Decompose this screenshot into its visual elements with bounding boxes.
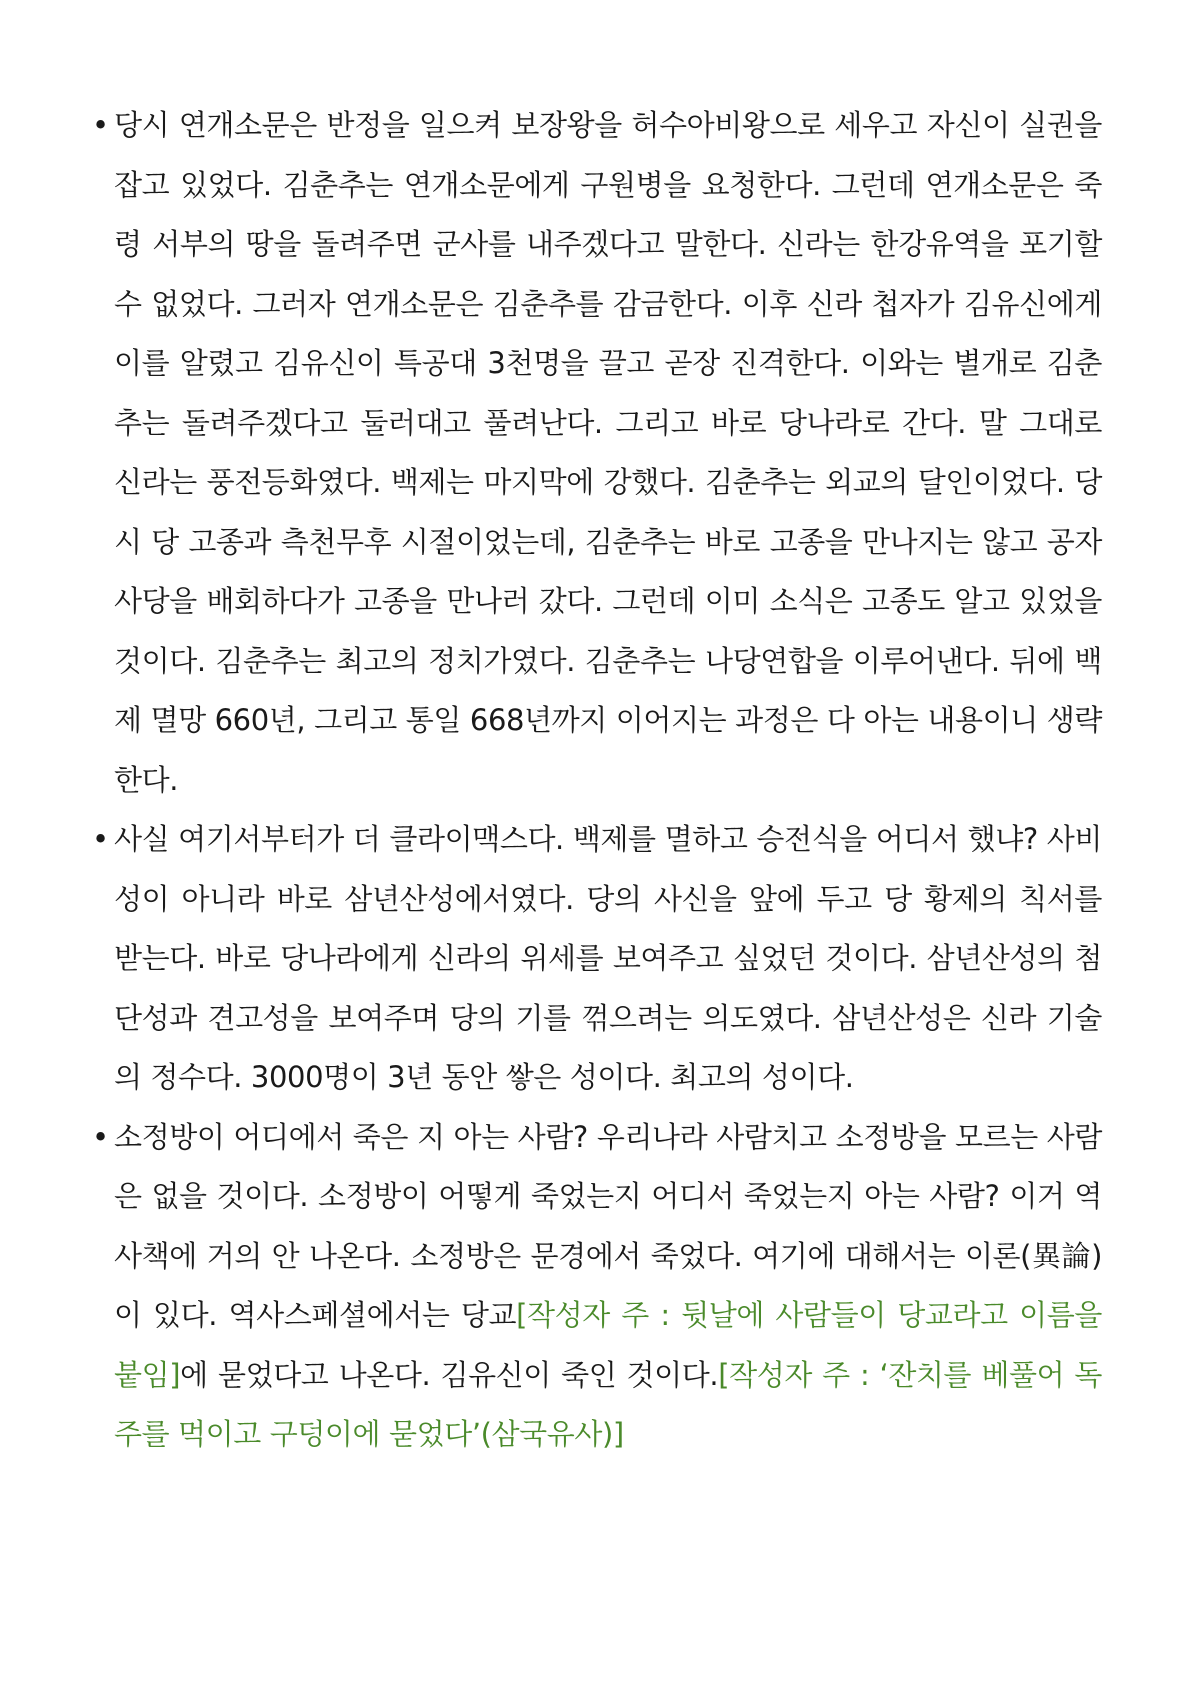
- paragraph-3-text-a: 소정방이 어디에서 죽은 지 아는 사람? 우리나라 사람치고 소정방을 모르는 사람은 없을 것이다. 소정방이 어떻게 죽었는지 어디서 죽었는지 아는 사람? 이거 역사책에 거의 안 나온다. 소정방은 문경에서 죽었다. 여기에 대해서는 이론(異論)이 있다. 역사스페셜에서는 당교: [114, 1119, 1102, 1332]
- document-body: [92, 96, 1102, 1465]
- bullet-icon: •: [92, 822, 109, 856]
- bullet-icon: •: [92, 1119, 109, 1154]
- paragraph-3-text-b: 에 묻었다고 나온다. 김유신이 죽인 것이다.: [180, 1357, 719, 1392]
- bullet-icon: •: [92, 108, 109, 142]
- paragraph-2: [92, 810, 1102, 1108]
- author-note-1: [작성자 주 : 뒷날에 사람들이 당교라고 이름을 붙임]: [114, 1298, 1102, 1392]
- paragraph-3: [92, 1108, 1102, 1465]
- paragraph-1: [92, 96, 1102, 810]
- paragraph-2-text: 사실 여기서부터가 더 클라이맥스다. 백제를 멸하고 승전식을 어디서 했냐? 사비성이 아니라 바로 삼년산성에서였다. 당의 사신을 앞에 두고 당 황제의 칙서를 받는다. 바로 당나라에게 신라의 위세를 보여주고 싶었던 것이다. 삼년산성의 첨단성과 견고성을 보여주며 당의 기를 꺾으려는 의도였다. 삼년산성은 신라 기술의 정수다. 3000명이 3년 동안 쌓은 성이다. 최고의 성이다.: [114, 822, 1102, 1094]
- author-note-2: [작성자 주 : ‘잔치를 베풀어 독주를 먹이고 구덩이에 묻었다’(삼국유사)]: [114, 1357, 1102, 1451]
- paragraph-1-text: 당시 연개소문은 반정을 일으켜 보장왕을 허수아비왕으로 세우고 자신이 실권을 잡고 있었다. 김춘추는 연개소문에게 구원병을 요청한다. 그런데 연개소문은 죽령 서부의 땅을 돌려주면 군사를 내주겠다고 말한다. 신라는 한강유역을 포기할 수 없었다. 그러자 연개소문은 김춘추를 감금한다. 이후 신라 첩자가 김유신에게 이를 알렸고 김유신이 특공대 3천명을 끌고 곧장 진격한다. 이와는 별개로 김춘추는 돌려주겠다고 둘러대고 풀려난다. 그리고 바로 당나라로 간다. 말 그대로 신라는 풍전등화였다. 백제는 마지막에 강했다. 김춘추는 외교의 달인이었다. 당시 당 고종과 측천무후 시절이었는데, 김춘추는 바로 고종을 만나지는 않고 공자 사당을 배회하다가 고종을 만나러 갔다. 그런데 이미 소식은 고종도 알고 있었을 것이다. 김춘추는 최고의 정치가였다. 김춘추는 나당연합을 이루어낸다. 뒤에 백제 멸망 660년, 그리고 통일 668년까지 이어지는 과정은 다 아는 내용이니 생략한다.: [114, 108, 1102, 797]
